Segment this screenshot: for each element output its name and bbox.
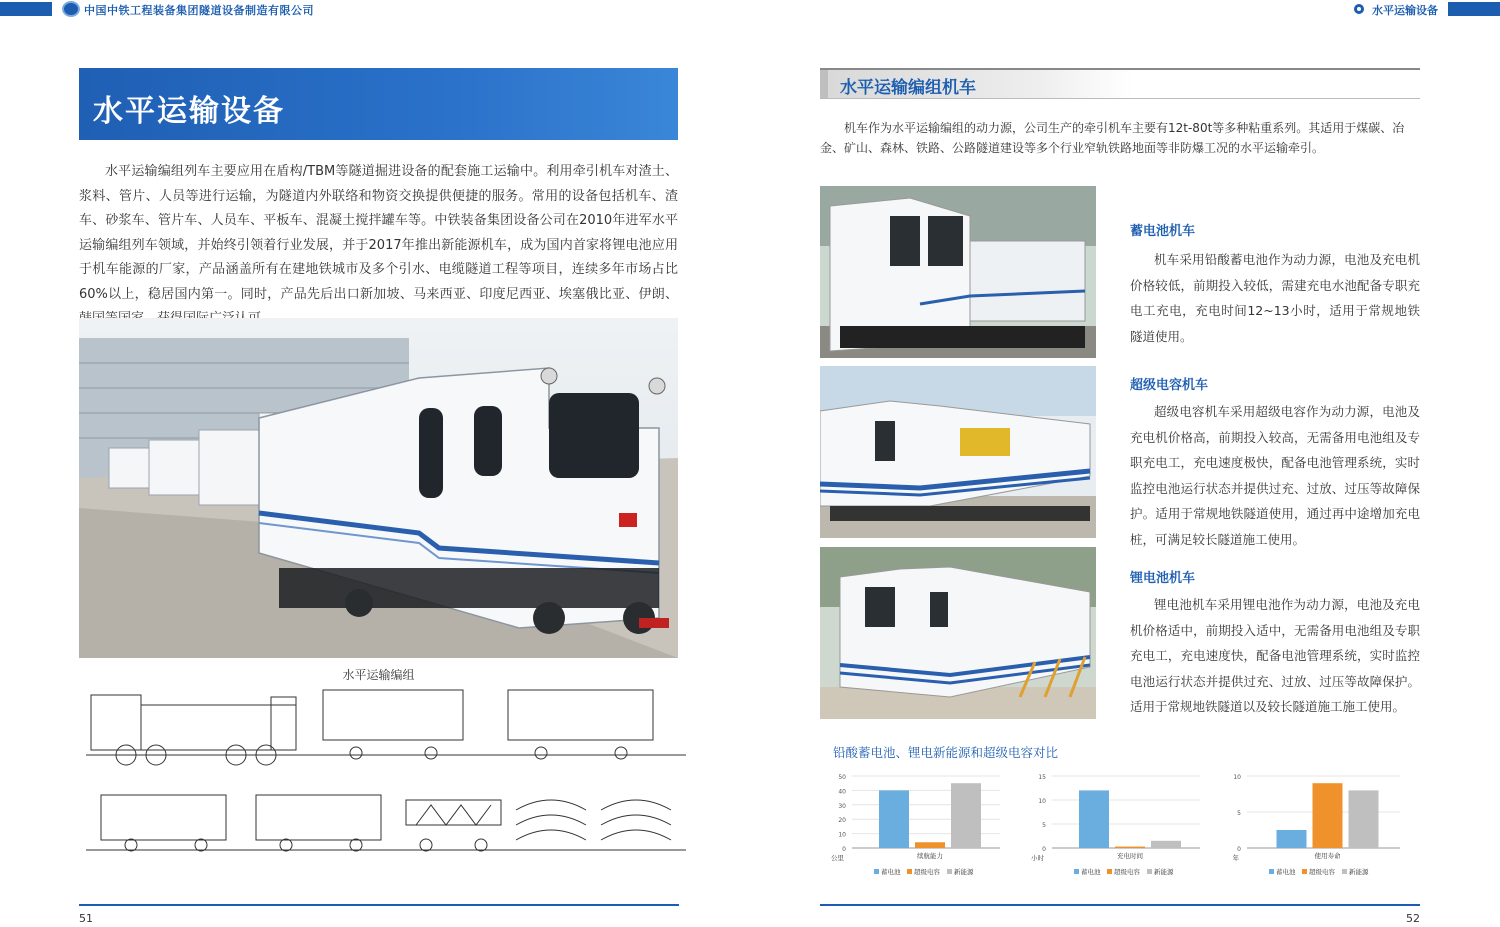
bar-1 — [1277, 830, 1307, 848]
tick-label: 10 — [1038, 798, 1046, 805]
legend-label: 新能源 — [1349, 868, 1369, 876]
supercapacitor-locomotive-photo — [820, 366, 1096, 538]
right-intro-paragraph: 机车作为水平运输编组的动力源，公司生产的牵引机车主要有12t-80t等多种粘重系列。其适用于煤碳、冶金、矿山、森林、铁路、公路隧道建设等多个行业窄轨铁路地面等非防爆工况的水平运输牵引。 — [820, 121, 1405, 155]
intro-paragraph: 水平运输编组列车主要应用在盾构/TBM等隧道掘进设备的配套施工运输中。利用牵引机车对渣土、浆料、管片、人员等进行运输，为隧道内外联络和物资交换提供便捷的服务。常用的设备包括机车、渣车、砂浆车、管片车、人员车、平板车、混凝土搅拌罐车等。中铁装备集团设备公司在2010年进军水平运输编组列车领域，并始终引领着行业发展，并于2017年推出新能源机车，成为国内首家将锂电池应用于机车能源的厂家，产品涵盖所有在建地铁城市及多个引水、电缆隧道工程等项目，连续多年市场占比60%以上，稳居国内第一。同时，产品先后出口新加坡、马来西亚、印度尼西亚、埃塞俄比亚、伊朗、 — [79, 164, 678, 302]
legend-swatch — [1147, 869, 1152, 874]
bar-2 — [1313, 783, 1343, 848]
subtitle: 水平运输编组机车 — [840, 78, 976, 98]
legend-swatch — [947, 869, 952, 874]
subtitle-rule — [820, 98, 1420, 99]
category-label: 使用寿命 — [1314, 852, 1341, 860]
section-bullet-icon — [1354, 4, 1364, 14]
footer-rule-right — [820, 904, 1420, 906]
legend-swatch — [1342, 869, 1347, 874]
feature-title-battery: 蓄电池机车 — [1130, 224, 1196, 239]
page-number-right: 52 — [1406, 912, 1420, 925]
tick-label: 15 — [1038, 774, 1046, 781]
footer-rule-left — [79, 904, 679, 906]
legend-label: 新能源 — [954, 868, 974, 876]
tick-label: 5 — [1237, 810, 1241, 817]
legend-swatch — [907, 869, 912, 874]
legend-label: 超级电容 — [1114, 868, 1140, 876]
train-photo — [79, 318, 678, 658]
company-name: 中国中铁工程装备集团隧道设备制造有限公司 — [84, 4, 314, 17]
feature-text-lithium: 锂电池机车采用锂电池作为动力源，电池及充电机价格适中，前期投入适中，无需备用电池组及专职充电工，充电速度快，配备电池管理系统，实时监控电池运行状态并提供过充、过放、过压等故障保护。适用于常规地铁隧道以及较长隧道施工施工使用。 — [1130, 597, 1420, 714]
subtitle-banner — [820, 70, 1132, 98]
legend-label: 超级电容 — [914, 868, 940, 876]
chart-charge-time — [1030, 770, 1220, 885]
bar-2 — [915, 842, 945, 848]
comparison-title: 铅酸蓄电池、锂电新能源和超级电容对比 — [833, 745, 1059, 760]
bar-1 — [879, 790, 909, 848]
chart-endurance — [830, 770, 1020, 885]
legend-swatch — [1302, 869, 1307, 874]
top-bar — [0, 0, 1500, 18]
tick-label: 40 — [838, 788, 846, 796]
subtitle-bar — [820, 70, 828, 98]
bar-3 — [1349, 790, 1379, 848]
legend-swatch — [1107, 869, 1112, 874]
page-title-banner — [79, 68, 678, 140]
bar-3 — [951, 783, 981, 848]
lithium-locomotive-photo — [820, 547, 1096, 719]
tick-label: 0 — [1042, 846, 1046, 853]
unit-label: 公里 — [831, 854, 844, 862]
bar-1 — [1079, 790, 1109, 848]
photo-caption: 水平运输编组 — [342, 668, 415, 682]
tick-label: 50 — [838, 774, 846, 781]
bar-3 — [1151, 841, 1181, 848]
chart-lifespan — [1225, 770, 1420, 885]
legend-swatch — [874, 869, 879, 874]
legend-swatch — [1269, 869, 1274, 874]
legend-label: 超级电容 — [1309, 868, 1335, 876]
tick-label: 0 — [842, 846, 846, 853]
category-label: 续航能力 — [917, 852, 943, 860]
feature-text-battery: 机车采用铅酸蓄电池作为动力源，电池及充电机价格较低，前期投入较低，需建充电水池配备专职充电工充电，充电时间12~13小时，适用于常规地铁隧道使用。 — [1130, 252, 1420, 344]
section-name: 水平运输设备 — [1372, 4, 1438, 17]
legend-label: 蓄电池 — [1081, 868, 1101, 876]
header-accent-left — [0, 2, 52, 16]
legend-swatch — [1074, 869, 1079, 874]
page-title: 水平运输设备 — [93, 94, 285, 129]
bar-2 — [1115, 847, 1145, 848]
unit-label: 小时 — [1031, 854, 1044, 862]
technical-drawings — [86, 685, 686, 860]
legend-label: 新能源 — [1154, 868, 1174, 876]
header-accent-right — [1448, 2, 1500, 16]
tick-label: 0 — [1237, 846, 1241, 853]
battery-locomotive-photo — [820, 186, 1096, 358]
legend-label: 蓄电池 — [881, 868, 901, 876]
tick-label: 10 — [838, 831, 846, 839]
category-label: 充电时间 — [1117, 852, 1143, 860]
tick-label: 10 — [1233, 774, 1241, 781]
feature-title-supercap: 超级电容机车 — [1130, 378, 1209, 393]
unit-label: 年 — [1232, 854, 1239, 862]
legend-label: 蓄电池 — [1276, 868, 1296, 876]
feature-text-supercap: 超级电容机车采用超级电容作为动力源，电池及充电机价格高，前期投入较高，无需备用电池组及专职充电工，充电速度极快，配备电池管理系统，实时监控电池运行状态并提供过充、过放、过压等故障保护。适用于常规地铁隧道使用，通过再中途增加充电桩，可满足较长隧道施工使用。 — [1130, 404, 1420, 547]
page-number-left: 51 — [79, 912, 93, 925]
company-logo-icon — [62, 1, 80, 17]
tick-label: 20 — [838, 817, 846, 825]
tick-label: 30 — [838, 802, 846, 810]
feature-title-lithium: 锂电池机车 — [1130, 571, 1196, 586]
tick-label: 5 — [1042, 822, 1046, 829]
